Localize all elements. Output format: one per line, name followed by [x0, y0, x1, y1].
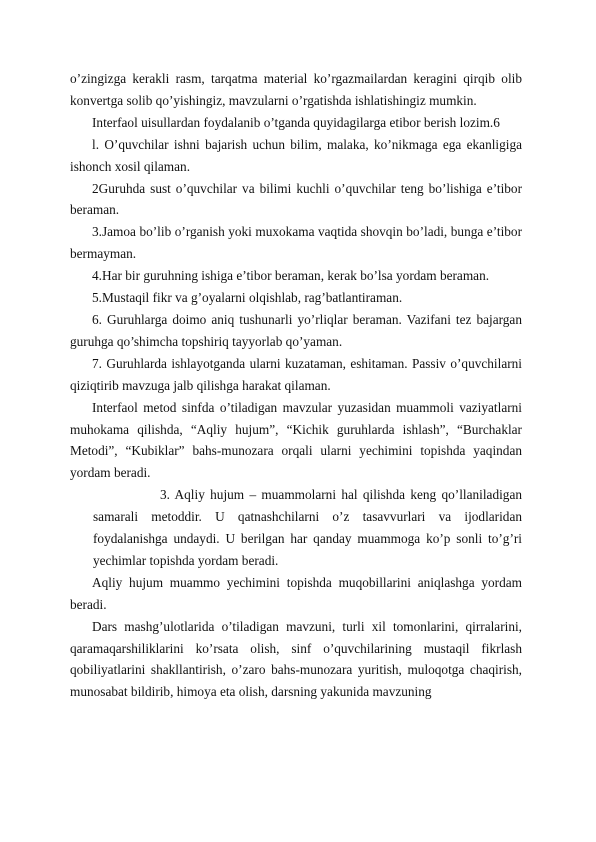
- paragraph-lessons: Dars mashg’ulotlarida o’tiladigan mavzuni, turli xil tomonlarini, qirralarini, qaramaqarshiliklarini ko’rsata olish, sinf o’quvchilarining mustaqil fikrlash qobiliyatlarini shakllantirish, o’zaro bahs-munozara yuritish, muloqotga chaqirish, munosabat bildirib, himoya eta olish, darsning yakunida mavzuning: [70, 618, 522, 700]
- paragraph-brainstorm-purpose: Aqliy hujum muammo yechimini topishda muqobillarini aniqlashga yordam beradi.: [70, 574, 522, 612]
- paragraph-rule-7: 7. Guruhlarda ishlayotganda ularni kuzataman, eshitaman. Passiv o’quvchilarni qiziqtirib mavzuga jalb qilishga harakat qilaman.: [70, 355, 522, 393]
- paragraph-rule-3: 3.Jamoa bo’lib o’rganish yoki muxokama vaqtida shovqin bo’ladi, bunga e’tibor bermayman.: [70, 224, 522, 262]
- paragraph-rule-6: 6. Guruhlarga doimo aniq tushunarli yo’rliqlar beraman. Vazifani tez bajargan guruhga qo’shimcha topshiriq tayyorlab qo’yaman.: [70, 311, 522, 349]
- list-item-brainstorm: 3. Aqliy hujum – muammolarni hal qilishda keng qo’llaniladigan samarali metoddir. U qatnashchilarni o’z tasavvurlari va ijodlaridan foydalanishga undaydi. U berilgan har qanday muammoga ko’p sonli to’g’ri yechimlar topishda yordam beradi.: [93, 487, 522, 568]
- document-page: [70, 68, 522, 703]
- paragraph-rule-2: 2Guruhda sust o’quvchilar va bilimi kuchli o’quvchilar teng bo’lishiga e’tibor beraman.: [70, 180, 522, 218]
- paragraph-rule-5: 5.Mustaqil fikr va g’oyalarni olqishlab, rag’batlantiraman.: [92, 290, 403, 306]
- paragraph-rule-4: 4.Har bir guruhning ishiga e’tibor beraman, kerak bo’lsa yordam beraman.: [92, 268, 490, 284]
- paragraph-continuation: o’zingizga kerakli rasm, tarqatma material ko’rgazmailardan keragini qirqib olib konvertga solib qo’yishingiz, mavzularni o’rgatishda ishlatishingiz mumkin.: [70, 71, 522, 108]
- paragraph-interactive-methods-intro: Interfaol uisullardan foydalanib o’tganda quyidagilarga etibor berish lozim.6: [92, 114, 500, 130]
- paragraph-rule-1: l. O’quvchilar ishni bajarish uchun bilim, malaka, ko’nikmaga ega ekanligiga ishonch xosil qilaman.: [70, 136, 522, 174]
- paragraph-interactive-method: Interfaol metod sinfda o’tiladigan mavzular yuzasidan muammoli vaziyatlarni muhokama qilishda, “Aqliy hujum”, “Kichik guruhlarda ishlash”, “Burchaklar Metodi”, “Kubiklar” bahs-munozara orqali ularni yechimini topishda yaqindan yordam beradi.: [70, 399, 522, 481]
